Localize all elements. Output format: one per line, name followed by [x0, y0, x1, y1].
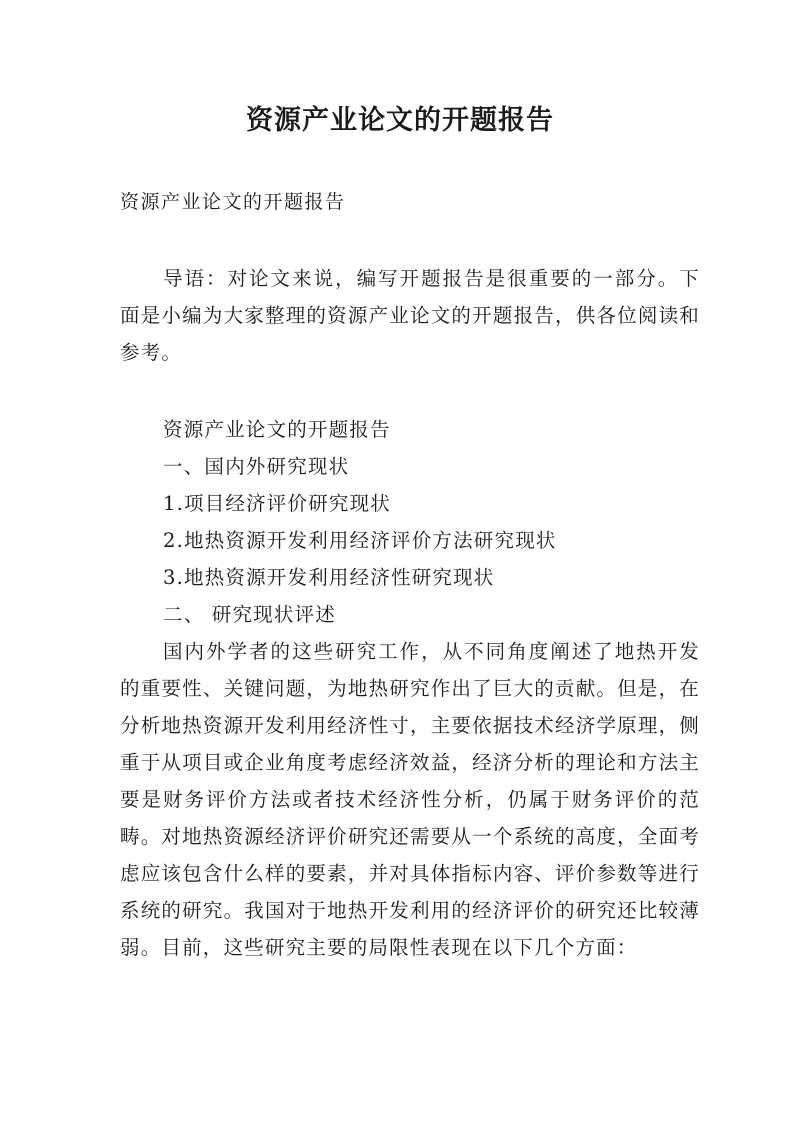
outline-item: 1.项目经济评价研究现状	[163, 492, 392, 515]
document-subtitle: 资源产业论文的开题报告	[120, 191, 346, 213]
intro-paragraph: 导语：对论文来说，编写开题报告是很重要的一部分。下面是小编为大家整理的资源产业论文的开题报告，供各位阅读和参考。	[120, 267, 700, 364]
document-title: 资源产业论文的开题报告	[246, 105, 554, 136]
outline-item: 2.地热资源开发利用经济评价方法研究现状	[163, 529, 557, 552]
section-heading: 资源产业论文的开题报告	[163, 418, 391, 441]
outline-item: 一、国内外研究现状	[163, 455, 350, 478]
outline-item: 3.地热资源开发利用经济性研究现状	[163, 566, 495, 589]
body-paragraph: 国内外学者的这些研究工作，从不同角度阐述了地热开发的重要性、关键问题，为地热研究作出了巨大的贡献。但是，在分析地热资源开发利用经济性寸，主要依据技术经济学原理，侧重于从项目或企业角度考虑经济效益，经济分析的理论和方法主要是财务评价方法或者技术经济性分析，仍属于财务评价的范畴。对地热资源经济评价研究还需要从一个系统的高度，全面考虑应该包含什么样的要素，并对具体指标内容、评价参数等进行系统的研究。我国对于地热开发利用的经济评价的研究还比较薄弱。目前，这些研究主要的局限性表现在以下几个方面：	[120, 640, 700, 959]
outline-item: 二、 研究现状评述	[163, 603, 336, 626]
